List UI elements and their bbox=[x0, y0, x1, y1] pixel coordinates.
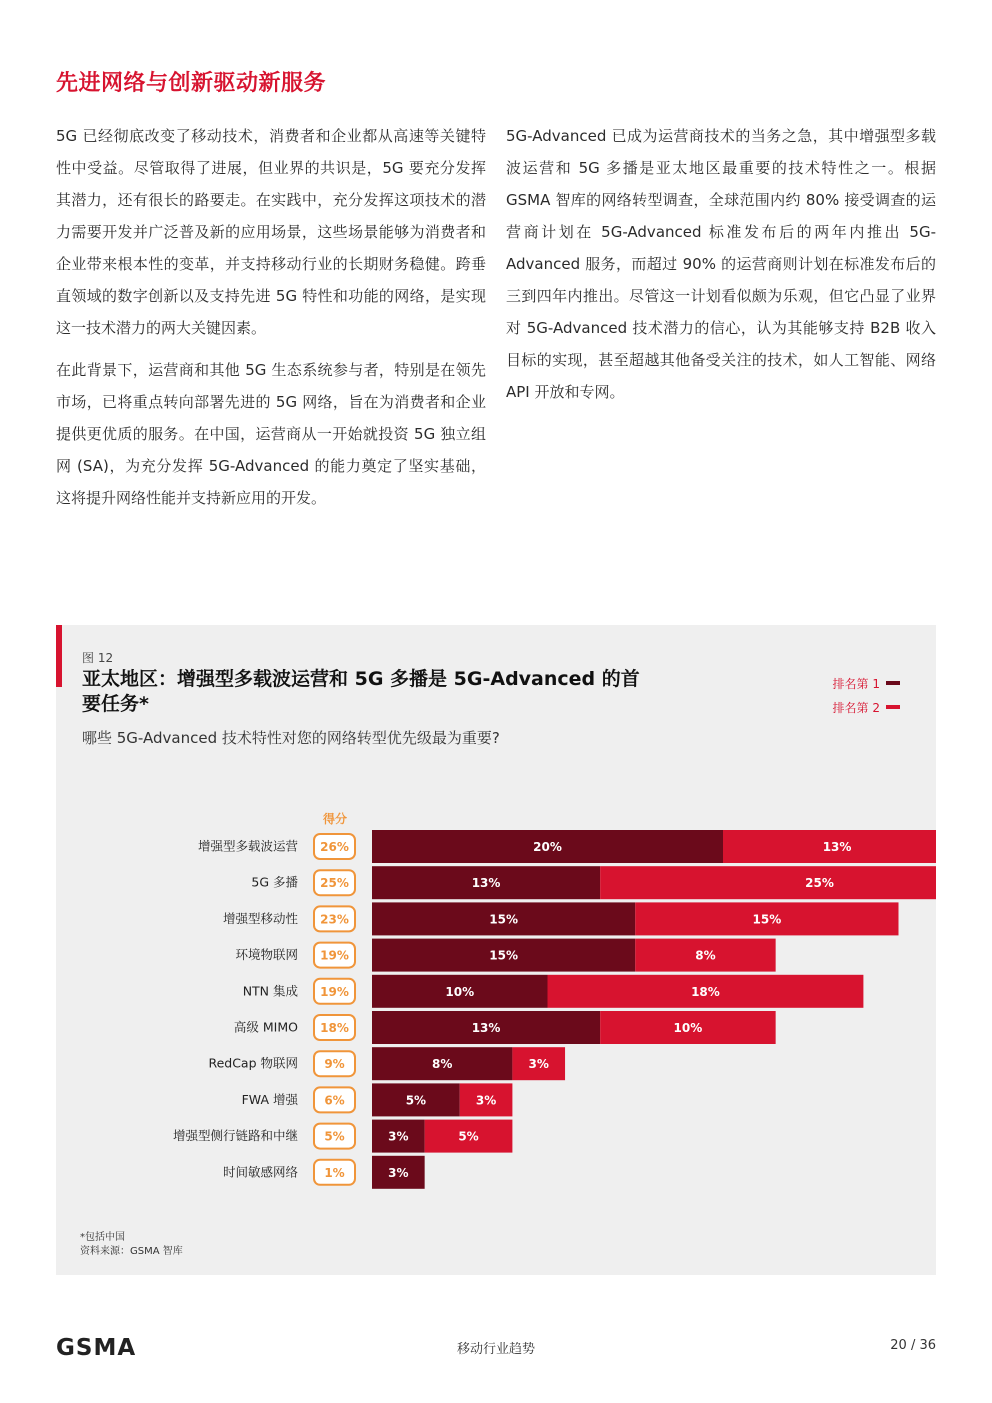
score-label: 1% bbox=[324, 1165, 345, 1180]
category-label: 时间敏感网络 bbox=[222, 1164, 298, 1180]
figure-question: 哪些 5G-Advanced 技术特性对您的网络转型优先级最为重要? bbox=[82, 729, 500, 747]
left-paragraph-1: 5G 已经彻底改变了移动技术，消费者和企业都从高速等关键特性中受益。尽管取得了进展，但业界的共识是，5G 要充分发挥其潜力，还有很长的路要走。在实践中，充分发挥这项技术的潜力需要开发并广泛普及新的应用场景，这些场景能够为消费者和企业带来根本性的变革，并支持移动行业的长期财务稳健。跨垂直领域的数字创新以及支持先进 5G 特性和功能的网络，是实现这一技术潜力的两大关键因素。 bbox=[56, 127, 486, 337]
category-label: 增强型侧行链路和中继 bbox=[172, 1128, 298, 1144]
category-label: 增强型多载波运营 bbox=[197, 838, 298, 854]
score-label: 18% bbox=[320, 1021, 349, 1035]
page-number: 20 / 36 bbox=[890, 1338, 936, 1353]
bar-value-label: 8% bbox=[695, 948, 716, 963]
score-label: 6% bbox=[324, 1093, 345, 1108]
bar-value-label: 3% bbox=[475, 1093, 497, 1108]
category-label: FWA 增强 bbox=[241, 1091, 298, 1107]
bar-value-label: 10% bbox=[445, 984, 475, 999]
category-label: 5G 多播 bbox=[251, 874, 298, 890]
score-label: 25% bbox=[320, 876, 349, 891]
score-label: 9% bbox=[324, 1057, 345, 1072]
score-label: 19% bbox=[320, 948, 349, 963]
score-label: 5% bbox=[324, 1129, 345, 1144]
bar-value-label: 5% bbox=[458, 1129, 479, 1144]
bar-value-label: 5% bbox=[405, 1093, 427, 1108]
category-label: NTN 集成 bbox=[242, 983, 298, 999]
bar-value-label: 25% bbox=[805, 876, 834, 891]
bar-value-label: 3% bbox=[388, 1165, 409, 1180]
section-heading: 先进网络与创新驱动新服务 bbox=[56, 71, 327, 96]
bar-value-label: 8% bbox=[432, 1057, 453, 1072]
bar-value-label: 13% bbox=[822, 840, 852, 854]
bar-value-label: 15% bbox=[752, 912, 782, 927]
bar-value-label: 15% bbox=[489, 948, 518, 963]
left-paragraph-2: 在此背景下，运营商和其他 5G 生态系统参与者，特别是在领先市场，已将重点转向部署先进的 5G 网络，旨在为消费者和企业提供更优质的服务。在中国，运营商从一开始就投资 5G 独立组网 (SA)，为充分发挥 5G-Advanced 的能力奠定了坚实基础，这将提升网络性能并支持新应用的开发。 bbox=[56, 361, 486, 507]
footer-title: 移动行业趋势 bbox=[456, 1342, 535, 1357]
figure-panel bbox=[56, 625, 936, 1275]
figure-title: 亚太地区：增强型多载波运营和 5G 多播是 5G-Advanced 的首要任务* bbox=[82, 668, 640, 715]
bar-value-label: 15% bbox=[489, 912, 518, 927]
bar-value-label: 20% bbox=[533, 840, 562, 854]
right-column bbox=[506, 120, 936, 418]
score-label: 19% bbox=[320, 984, 349, 999]
left-column bbox=[56, 120, 486, 524]
bar-value-label: 18% bbox=[691, 984, 720, 999]
figure-source: 资料来源：GSMA 智库 bbox=[80, 1246, 183, 1257]
score-column-header: 得分 bbox=[322, 812, 347, 826]
legend-rank-1-label: 排名第 1 bbox=[832, 676, 880, 691]
bar-value-label: 3% bbox=[528, 1057, 549, 1072]
legend-rank-2-label: 排名第 2 bbox=[832, 700, 880, 715]
category-label: 增强型移动性 bbox=[222, 910, 298, 926]
right-paragraph-1: 5G-Advanced 已成为运营商技术的当务之急，其中增强型多载波运营和 5G 多播是亚太地区最重要的技术特性之一。根据 GSMA 智库的网络转型调查，全球范围内约 80% 接受调查的运营商计划在 5G-Advanced 标准发布后的两年内推出 5G-Advanced 服务，而超过 90% 的运营商则计划在标准发布后的三到四年内推出。尽管这一计划看似颇为乐观，但它凸显了业界对 5G-Advanced 技术潜力的信心，认为其能够支持 B2B 收入目标的实现，甚至超越其他备受关注的技术，如人工智能、网络 API 开放和专网。 bbox=[506, 127, 936, 401]
score-label: 23% bbox=[320, 912, 349, 927]
bar-chart bbox=[56, 625, 936, 1225]
bar-value-label: 10% bbox=[673, 1021, 703, 1035]
bar-segment bbox=[600, 866, 936, 899]
bar-value-label: 3% bbox=[388, 1129, 409, 1144]
category-label: 高级 MIMO bbox=[233, 1019, 298, 1035]
category-label: 环境物联网 bbox=[235, 947, 298, 963]
bar-value-label: 13% bbox=[471, 876, 501, 891]
figure-number: 图 12 bbox=[82, 651, 114, 665]
score-label: 26% bbox=[320, 840, 349, 854]
figure-footnote: *包括中国 bbox=[80, 1232, 125, 1243]
category-label: RedCap 物联网 bbox=[208, 1055, 298, 1071]
bar-value-label: 13% bbox=[471, 1021, 501, 1035]
gsma-logo: GSMA bbox=[56, 1335, 137, 1361]
